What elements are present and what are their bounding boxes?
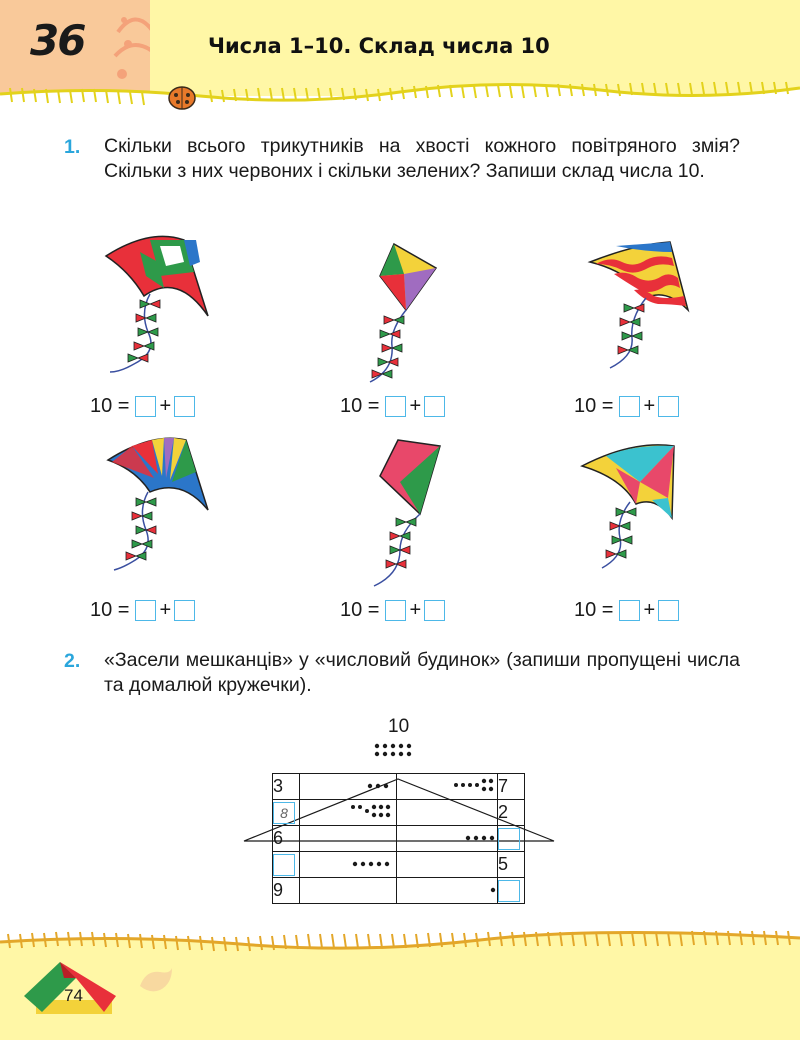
plus-sign: + (409, 598, 422, 621)
right-dots (397, 878, 498, 904)
answer-box[interactable] (658, 396, 679, 417)
answer-box[interactable]: 8 (273, 802, 295, 824)
house-row (273, 800, 525, 826)
right-dots (397, 826, 498, 852)
equation-2 (340, 394, 448, 418)
answer-box[interactable] (135, 396, 156, 417)
kite-5 (344, 436, 454, 596)
left-dots (300, 852, 397, 878)
equation-lhs: 10 = (574, 394, 614, 417)
left-number: 3 (273, 774, 300, 800)
kite-3 (586, 238, 706, 378)
answer-box[interactable] (174, 600, 195, 621)
answer-box[interactable] (174, 396, 195, 417)
equation-3 (574, 394, 682, 418)
house-row (273, 878, 525, 904)
page-title: Числа 1–10. Склад числа 10 (208, 34, 550, 58)
left-dots (300, 826, 397, 852)
equation-1 (90, 394, 198, 418)
dots-3 (366, 780, 396, 792)
right-number: 7 (498, 774, 525, 800)
equation-lhs: 10 = (90, 598, 130, 621)
left-number: 6 (273, 826, 300, 852)
right-dots (397, 852, 498, 878)
answer-box[interactable] (619, 396, 640, 417)
left-number-cell[interactable] (273, 800, 300, 826)
answer-box[interactable] (619, 600, 640, 621)
ladybug-icon (169, 87, 195, 109)
task-2-number: 2. (64, 650, 81, 672)
right-number: 2 (498, 800, 525, 826)
task-1-number: 1. (64, 136, 81, 158)
page-number: 74 (64, 986, 83, 1005)
equation-lhs: 10 = (340, 598, 380, 621)
task-1-text: Скільки всього трикутників на хвості кожного повітряного змія? Скільки з них червоних і скільки зелених? Запиши склад числа 10. (104, 135, 740, 182)
right-number-cell[interactable] (498, 826, 525, 852)
answer-box[interactable] (498, 828, 520, 850)
kite-2 (340, 240, 450, 390)
right-dots (397, 774, 498, 800)
answer-box[interactable] (424, 396, 445, 417)
plus-sign: + (643, 598, 656, 621)
left-number: 9 (273, 878, 300, 904)
answer-box[interactable] (385, 600, 406, 621)
dots-1 (489, 884, 497, 896)
plus-sign: + (409, 394, 422, 417)
left-number-cell[interactable] (273, 852, 300, 878)
equation-5 (340, 598, 448, 622)
left-dots (300, 774, 397, 800)
kite-6 (576, 438, 696, 588)
answer-box[interactable] (424, 600, 445, 621)
dots-4 (465, 832, 497, 844)
equation-lhs: 10 = (574, 598, 614, 621)
dots-7 (453, 778, 497, 792)
house-row (273, 774, 525, 800)
left-dots (300, 878, 397, 904)
roof-number: 10 (388, 716, 410, 737)
grass-border-bottom (0, 924, 800, 958)
house-row (273, 852, 525, 878)
dots-8 (350, 804, 396, 818)
number-house-table (272, 773, 525, 904)
answer-box[interactable] (498, 880, 520, 902)
left-dots (300, 800, 397, 826)
house-row (273, 826, 525, 852)
roof-dots (374, 742, 420, 758)
equation-lhs: 10 = (90, 394, 130, 417)
lesson-number: 36 (30, 16, 85, 65)
footer-band (0, 948, 800, 1040)
equation-6 (574, 598, 682, 622)
kite-1 (100, 232, 220, 382)
grass-border-top (0, 80, 800, 114)
leaf-icon (136, 966, 176, 996)
equation-lhs: 10 = (340, 394, 380, 417)
dots-5 (352, 858, 396, 870)
kite-4 (102, 434, 222, 584)
answer-box[interactable] (135, 600, 156, 621)
task-2-text: «Засели мешканців» у «числовий будинок» (запиши пропущені числа та домалюй кружечки). (104, 649, 740, 696)
answer-box[interactable] (385, 396, 406, 417)
plus-sign: + (159, 394, 172, 417)
answer-box[interactable] (658, 600, 679, 621)
right-number-cell[interactable] (498, 878, 525, 904)
right-number: 5 (498, 852, 525, 878)
plus-sign: + (159, 598, 172, 621)
answer-box[interactable] (273, 854, 295, 876)
equation-4 (90, 598, 198, 622)
plus-sign: + (643, 394, 656, 417)
right-dots (397, 800, 498, 826)
